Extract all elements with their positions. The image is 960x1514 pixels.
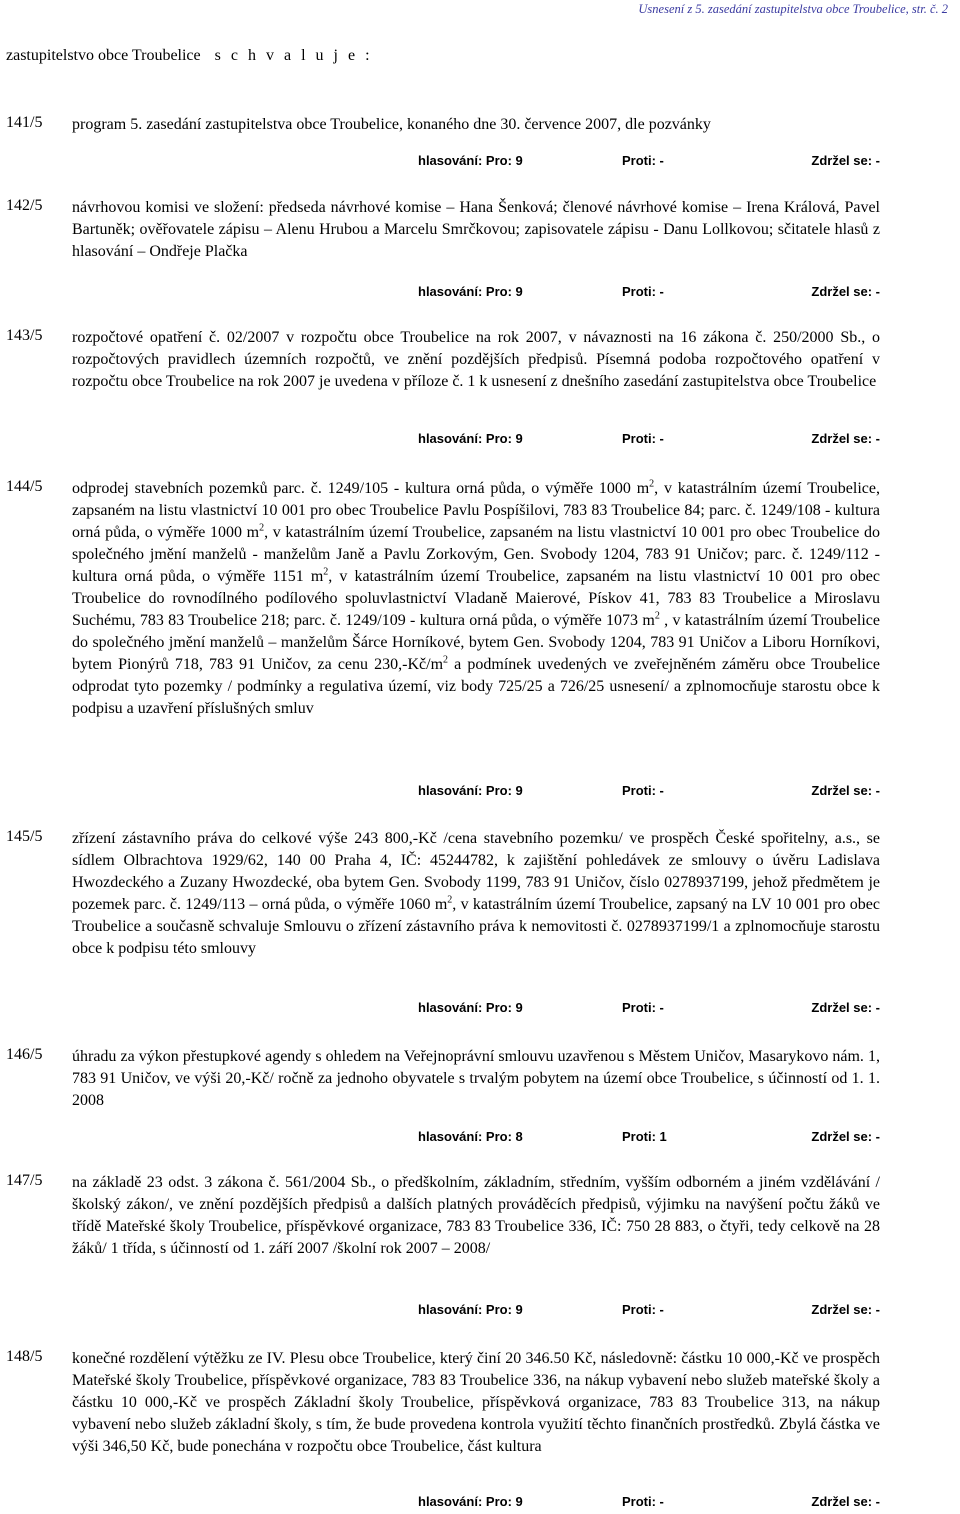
resolution-number: 148/5 [6, 1348, 43, 1365]
resolution-number: 142/5 [6, 197, 43, 214]
vote-for: hlasování: Pro: 9 [418, 1302, 523, 1317]
vote-for: hlasování: Pro: 9 [418, 783, 523, 798]
resolution-147 [6, 1172, 880, 1260]
vote-line [0, 431, 880, 451]
vote-abstain: Zdržel se: - [811, 431, 880, 446]
vote-for: hlasování: Pro: 9 [418, 153, 523, 168]
intro-approves: s c h v a l u j e : [214, 47, 373, 64]
vote-abstain: Zdržel se: - [811, 783, 880, 798]
vote-for: hlasování: Pro: 9 [418, 431, 523, 446]
resolution-text: úhradu za výkon přestupkové agendy s ohledem na Veřejnoprávní smlouvu uzavřenou s Městem Uničov, Masarykovo nám. 1, 783 91 Uničov, ve výši 20,-Kč/ ročně za jednoho obyvatele s trvalým pobytem na území obce Troubelice, s účinností od 1. 1. 2008 [72, 1048, 880, 1109]
vote-against: Proti: - [622, 153, 664, 168]
vote-against: Proti: - [622, 783, 664, 798]
vote-against: Proti: - [622, 284, 664, 299]
vote-against: Proti: - [622, 431, 664, 446]
resolution-number: 147/5 [6, 1172, 43, 1189]
resolution-141 [6, 114, 880, 136]
resolution-148 [6, 1348, 880, 1458]
vote-line [0, 1494, 880, 1514]
intro-prefix: zastupitelstvo obce Troubelice [6, 47, 201, 64]
resolution-text: rozpočtové opatření č. 02/2007 v rozpočtu obce Troubelice na rok 2007, v návaznosti na 16 zákona č. 250/2000 Sb., o rozpočtových pravidlech územních rozpočtů, ve znění pozdějších předpisů. Písemná podoba rozpočtového opatření v rozpočtu obce Troubelice na rok 2007 je uvedena v příloze č. 1 k usnesení z dnešního zasedání zastupitelstva obce Troubelice [72, 329, 880, 390]
vote-for: hlasování: Pro: 9 [418, 1000, 523, 1015]
resolution-145 [6, 828, 880, 960]
resolution-text: program 5. zasedání zastupitelstva obce Troubelice, konaného dne 30. července 2007, dle pozvánky [72, 116, 711, 133]
resolution-142 [6, 197, 880, 263]
resolution-143 [6, 327, 880, 393]
vote-line [0, 783, 880, 803]
resolution-number: 143/5 [6, 327, 43, 344]
resolution-number: 145/5 [6, 828, 43, 845]
vote-abstain: Zdržel se: - [811, 1000, 880, 1015]
resolution-text: zřízení zástavního práva do celkové výše 243 800,-Kč /cena stavebního pozemku/ ve prospěch České spořitelny, a.s., se sídlem Olbrachtova 1929/62, 140 00 Praha 4, IČ: 45244782, k zajištění pohledávek ze smlouvy o úvěru Ladislava Hwozdeckého a Zuzany Hwozdecké, oba bytem Gen. Svobody 1199, 783 91 Uničov, číslo 0278937199, jehož předmětem je pozemek parc. č. 1249/113 – orná půda, o výměře 1060 $m^2$, v katastrálním území Troubelice, zapsaný na LV 10 001 pro obec Troubelice a současně schvaluje Smlouvu o zřízení zástavního práva k nemovitosti č. 0278937199/1 a zplnomocňuje starostu obce k podpisu této smlouvy [72, 830, 881, 957]
resolution-text: konečné rozdělení výtěžku ze IV. Plesu obce Troubelice, který činí 20 346.50 Kč, následovně: částku 10 000,-Kč ve prospěch Mateřské školy Troubelice, příspěvkové organizace, 783 83 Troubelice 336, na nákup vybavení nebo služeb mateřské školy a částku 10 000,-Kč ve prospěch Základní školy Troubelice, příspěvková organizace, 783 83 Troubelice 313, na nákup vybavení nebo služeb základní školy, s tím, že bude provedena kontrola využití těchto finančních prostředků. Zbylá částka ve výši 346,50 Kč, bude ponechána v rozpočtu obce Troubelice, část kultura [72, 1350, 880, 1455]
vote-for: hlasování: Pro: 8 [418, 1129, 523, 1144]
resolution-number: 144/5 [6, 478, 43, 495]
vote-line [0, 284, 880, 304]
vote-abstain: Zdržel se: - [811, 284, 880, 299]
vote-line [0, 153, 880, 173]
vote-against: Proti: - [622, 1302, 664, 1317]
resolution-146 [6, 1046, 880, 1112]
resolution-number: 146/5 [6, 1046, 43, 1063]
vote-line [0, 1302, 880, 1322]
vote-for: hlasování: Pro: 9 [418, 1494, 523, 1509]
resolution-text: na základě 23 odst. 3 zákona č. 561/2004 Sb., o předškolním, základním, středním, vyšším odborném a jiném vzdělávání /školský zákon/, ve znění pozdějších předpisů a dalších platných prováděcích předpisů, výjimku na navýšení počtu žáků ve třídě Mateřské školy Troubelice, příspěvkové organizace, 783 83 Troubelice 336, IČ: 750 28 883, o čtyři, tedy celkově na 28 žáků/ 1 třída, s účinností od 1. září 2007 /školní rok 2007 – 2008/ [72, 1174, 880, 1257]
resolution-text: odprodej stavebních pozemků parc. č. 1249/105 - kultura orná půda, o výměře 1000 $m^2$, v katastrálním území Troubelice, zapsaném na listu vlastnictví 10 001 pro obec Troubelice Pavlu Pospíšilovi, 783 83 Troubelice 84; parc. č. 1249/108 - kultura orná půda, o výměře 1000 $m^2$, v katastrálním území Troubelice, zapsaném na listu vlastnictví 10 001 pro obec Troubelice do společného jmění manželů - manželům Janě a Pavlu Zorkovým, Gen. Svobody 1204, 783 91 Uničov; parc. č. 1249/112 - kultura orná půda, o výměře 1151 $m^2$, v katastrálním území Troubelice, zapsaném na listu vlastnictví 10 001 pro obec Troubelice do rovnodílného podílového spoluvlastnictví Vladaně Maierové, Pískov 41, 783 83 Troubelice a Miroslavu Suchému, 783 83 Troubelice 218; parc. č. 1249/109 - kultura orná půda, o výměře 1073 $m^2$ , v katastrálním území Troubelice do společného jmění manželů – manželům Šárce Horníkové, bytem Gen. Svobody 1204, 783 91 Uničov a Liboru Horníkovi, bytem Pionýrů 718, 783 91 Uničov, za cenu $230,-Kč/m^2$ a podmínek uvedených ve zveřejněném záměru obce Troubelice odprodat tyto pozemky / podmínky a regulativa území, viz body 725/25 a 726/25 usnesení/ a zplnomocňuje starostu obce k podpisu a uzavření příslušných smluv [72, 478, 881, 717]
vote-abstain: Zdržel se: - [811, 1129, 880, 1144]
vote-abstain: Zdržel se: - [811, 1494, 880, 1509]
vote-against: Proti: 1 [622, 1129, 667, 1144]
vote-line [0, 1000, 880, 1020]
vote-against: Proti: - [622, 1494, 664, 1509]
resolution-text: návrhovou komisi ve složení: předseda návrhové komise – Hana Šenková; členové návrhové komise – Irena Králová, Pavel Bartuněk; ověřovatele zápisu – Alenu Hrubou a Marcelu Smrčkovou; zapisovatele zápisu - Danu Lollkovou; sčitatele hlasů z hlasování – Ondřeje Plačka [72, 199, 880, 260]
page-header: Usnesení z 5. zasedání zastupitelstva obce Troubelice, str. č. 2 [638, 2, 948, 16]
resolution-number: 141/5 [6, 114, 43, 131]
vote-line [0, 1129, 880, 1149]
vote-against: Proti: - [622, 1000, 664, 1015]
vote-for: hlasování: Pro: 9 [418, 284, 523, 299]
resolution-144 [6, 478, 880, 720]
vote-abstain: Zdržel se: - [811, 1302, 880, 1317]
intro-line [6, 47, 373, 65]
vote-abstain: Zdržel se: - [811, 153, 880, 168]
